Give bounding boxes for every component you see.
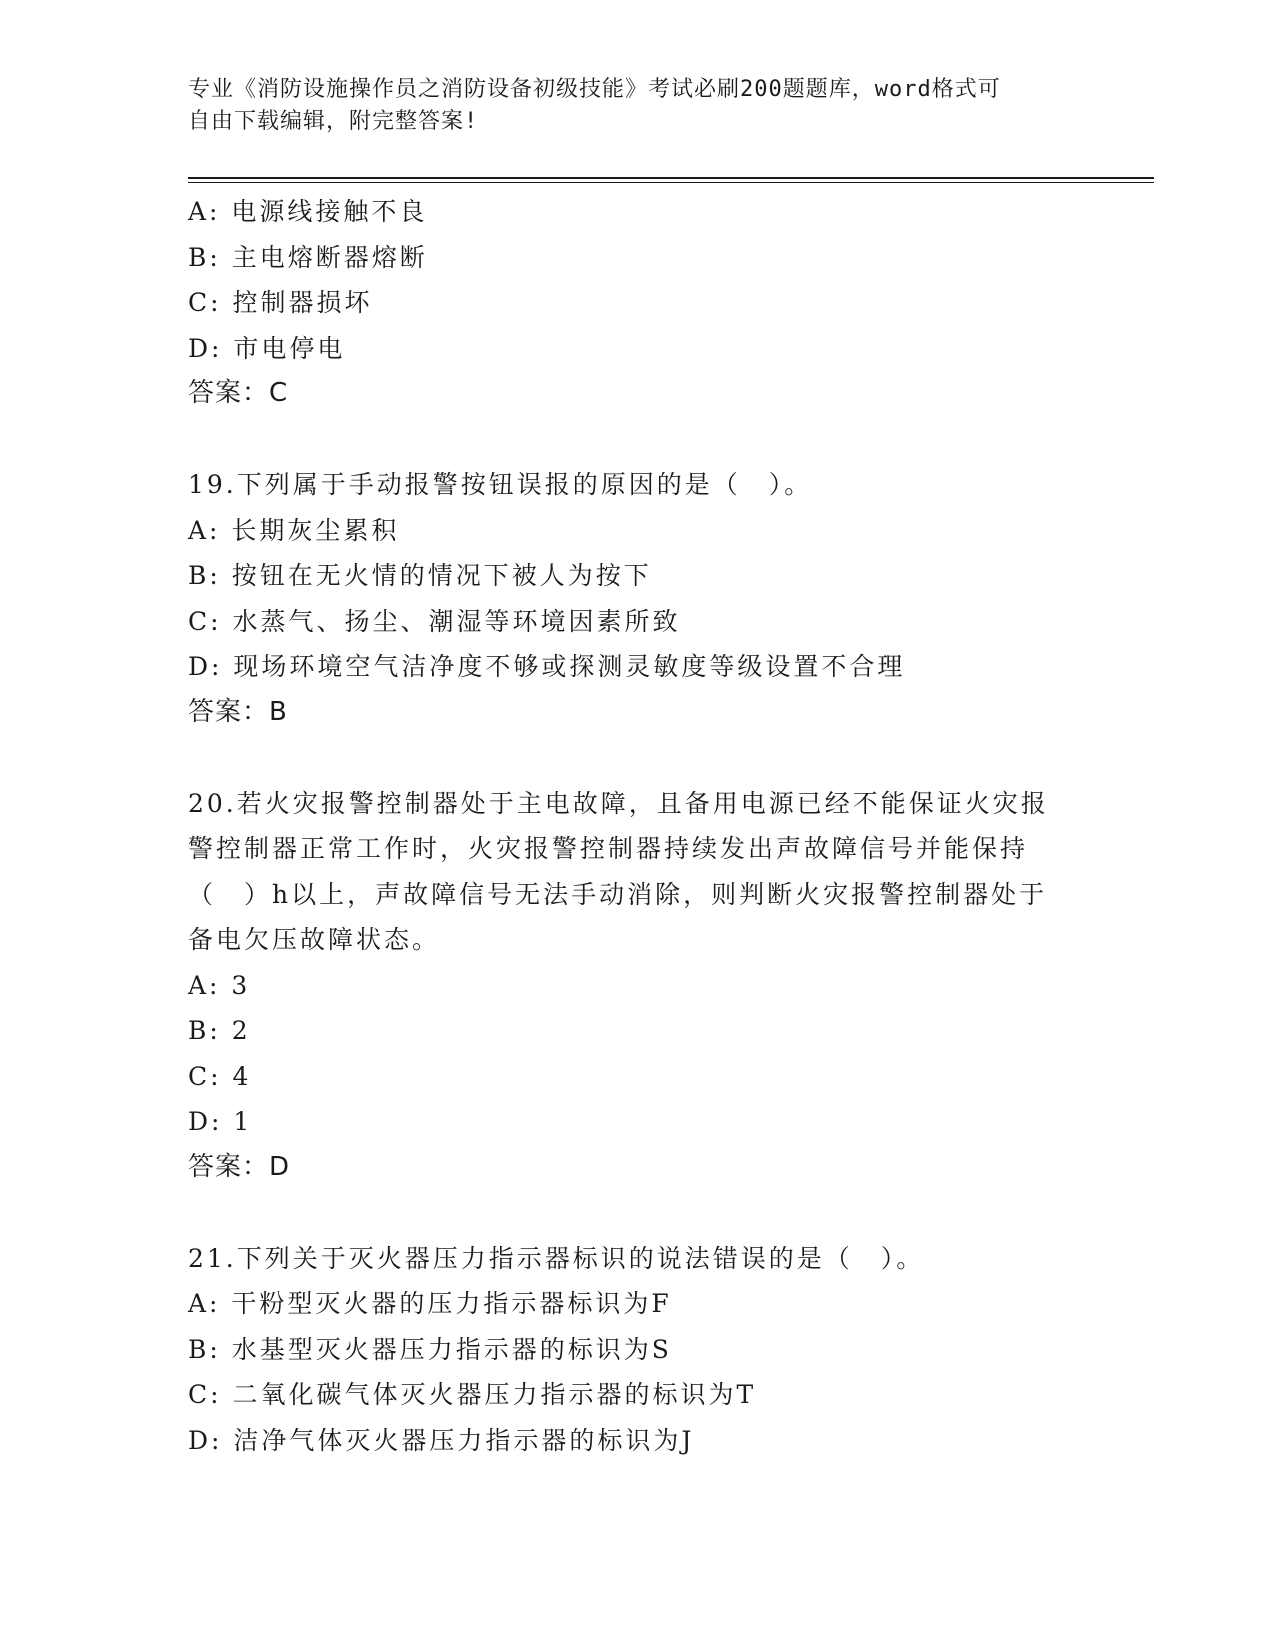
- question-text: 21.下列关于灭火器压力指示器标识的说法错误的是（ ）。: [188, 1243, 925, 1273]
- question-19: [188, 462, 1088, 735]
- question-21: [188, 1236, 1088, 1464]
- question-text-line-3: （ ）h以上，声故障信号无法手动消除，则判断火灾报警控制器处于: [188, 879, 1048, 909]
- option-d: D: 现场环境空气洁净度不够或探测灵敏度等级设置不合理: [188, 652, 906, 681]
- document-header: [188, 74, 1068, 138]
- question-list: [188, 189, 1088, 1463]
- question-text: 19.下列属于手动报警按钮误报的原因的是（ ）。: [188, 470, 813, 499]
- option-a: A: 电源线接触不良: [188, 197, 428, 226]
- answer-line: 答案：B: [188, 696, 288, 727]
- option-b: B: 2: [188, 1016, 251, 1045]
- answer-line: 答案：C: [188, 378, 289, 408]
- option-a: A: 长期灰尘累积: [188, 515, 400, 545]
- option-d: D: 1: [188, 1107, 253, 1136]
- question-text-line-2: 警控制器正常工作时，火灾报警控制器持续发出声故障信号并能保持: [188, 834, 1029, 863]
- option-d: D: 洁净气体灭火器压力指示器的标识为J: [188, 1425, 695, 1455]
- header-divider-thin: [188, 182, 1154, 183]
- header-line-1: 专业《消防设施操作员之消防设备初级技能》考试必刷200题题库，word格式可: [188, 77, 1001, 102]
- option-a: A: 干粉型灭火器的压力指示器标识为F: [188, 1289, 672, 1318]
- question-text-line-1: 20.若火灾报警控制器处于主电故障，且备用电源已经不能保证火灾报: [188, 788, 1049, 818]
- option-d: D: 市电停电: [188, 333, 346, 363]
- header-divider-thick: [188, 177, 1154, 179]
- option-b: B: 按钮在无火情的情况下被人为按下: [188, 561, 652, 590]
- spacer: [188, 417, 1088, 463]
- option-c: C: 4: [188, 1061, 252, 1091]
- question-18-continued: [188, 189, 1088, 417]
- answer-line: 答案：D: [188, 1151, 291, 1182]
- option-a: A: 3: [188, 970, 251, 1000]
- option-c: C: 控制器损坏: [188, 288, 373, 317]
- option-b: B: 水基型灭火器压力指示器的标识为S: [188, 1334, 672, 1364]
- option-c: C: 二氧化碳气体灭火器压力指示器的标识为T: [188, 1380, 757, 1409]
- spacer: [188, 1190, 1088, 1236]
- question-text-line-4: 备电欠压故障状态。: [188, 925, 441, 954]
- question-20: [188, 781, 1088, 1191]
- spacer: [188, 735, 1088, 781]
- option-b: B: 主电熔断器熔断: [188, 242, 428, 272]
- header-line-2: 自由下载编辑，附完整答案!: [188, 109, 479, 134]
- option-c: C: 水蒸气、扬尘、潮湿等环境因素所致: [188, 606, 681, 636]
